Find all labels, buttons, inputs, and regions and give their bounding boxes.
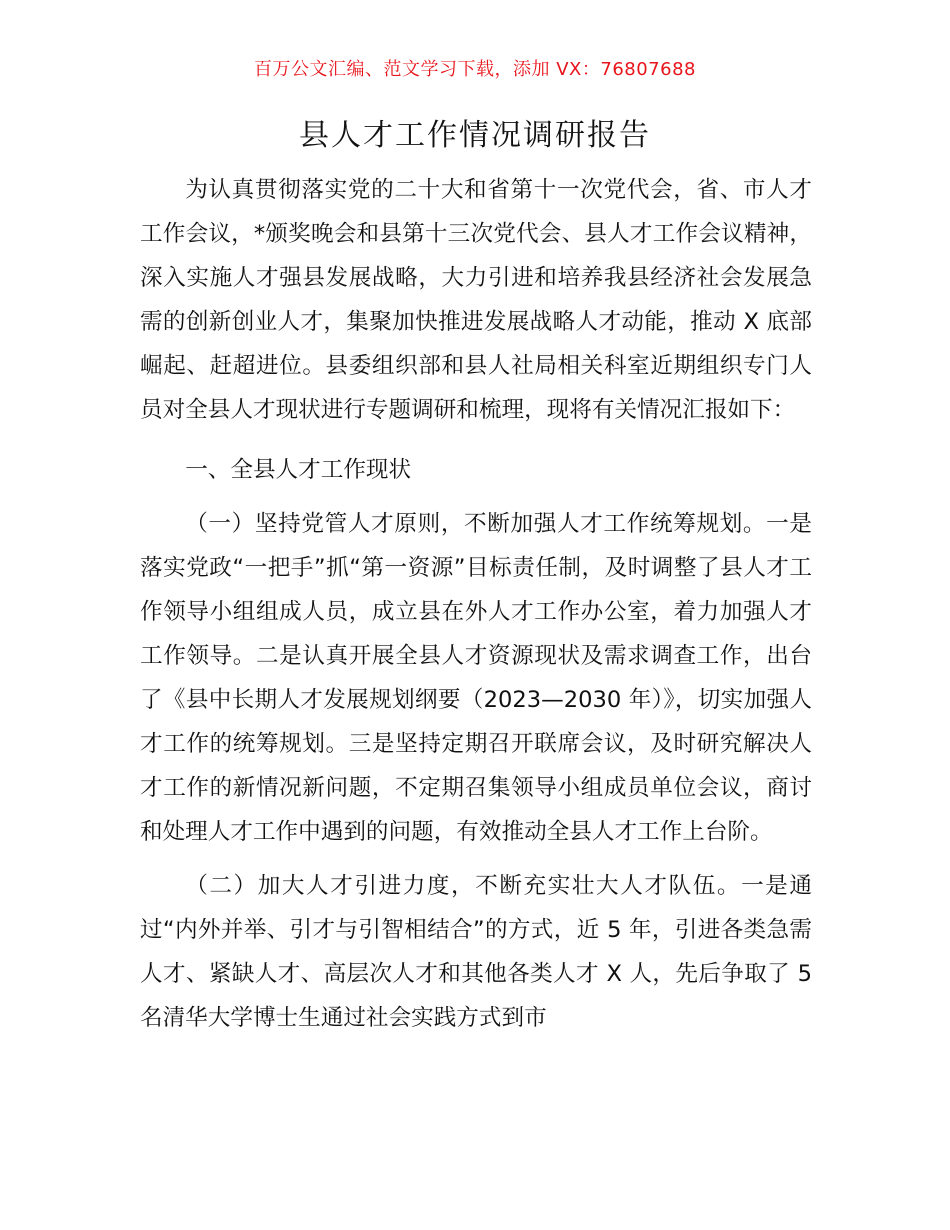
document-title: 县人才工作情况调研报告: [299, 118, 651, 153]
document-body: [140, 168, 812, 1040]
section-heading: 一、全县人才工作现状: [185, 457, 412, 483]
paragraph-1: （一）坚持党管人才原则，不断加强人才工作统筹规划。一是落实党政“一把手”抓“第一资源”目标责任制，及时调整了县人才工作领导小组组成人员，成立县在外人才工作办公室，着力加强人才工作领导。二是认真开展全县人才资源现状及需求调查工作，出台了《县中长期人才发展规划纲要（2023—2030 年）》，切实加强人才工作的统筹规划。三是坚持定期召开联席会议，及时研究解决人才工作的新情况新问题，不定期召集领导小组成员单位会议，商讨和处理人才工作中遇到的问题，有效推动全县人才工作上台阶。: [140, 511, 812, 845]
intro-paragraph: 为认真贯彻落实党的二十大和省第十一次党代会，省、市人才工作会议，*颁奖晚会和县第十三次党代会、县人才工作会议精神，深入实施人才强县发展战略，大力引进和培养我县经济社会发展急需的创新创业人才，集聚加快推进发展战略人才动能，推动 X 底部崛起、赶超进位。县委组织部和县人社局相关科室近期组织专门人员对全县人才现状进行专题调研和梳理，现将有关情况汇报如下：: [140, 177, 812, 423]
watermark-header: 百万公文汇编、范文学习下载，添加 VX：76807688: [254, 59, 696, 80]
paragraph-2: （二）加大人才引进力度，不断充实壮大人才队伍。一是通过“内外并举、引才与引智相结合”的方式，近 5 年，引进各类急需人才、紧缺人才、高层次人才和其他各类人才 X 人，先后争取了 5 名清华大学博士生通过社会实践方式到市: [140, 873, 812, 1031]
